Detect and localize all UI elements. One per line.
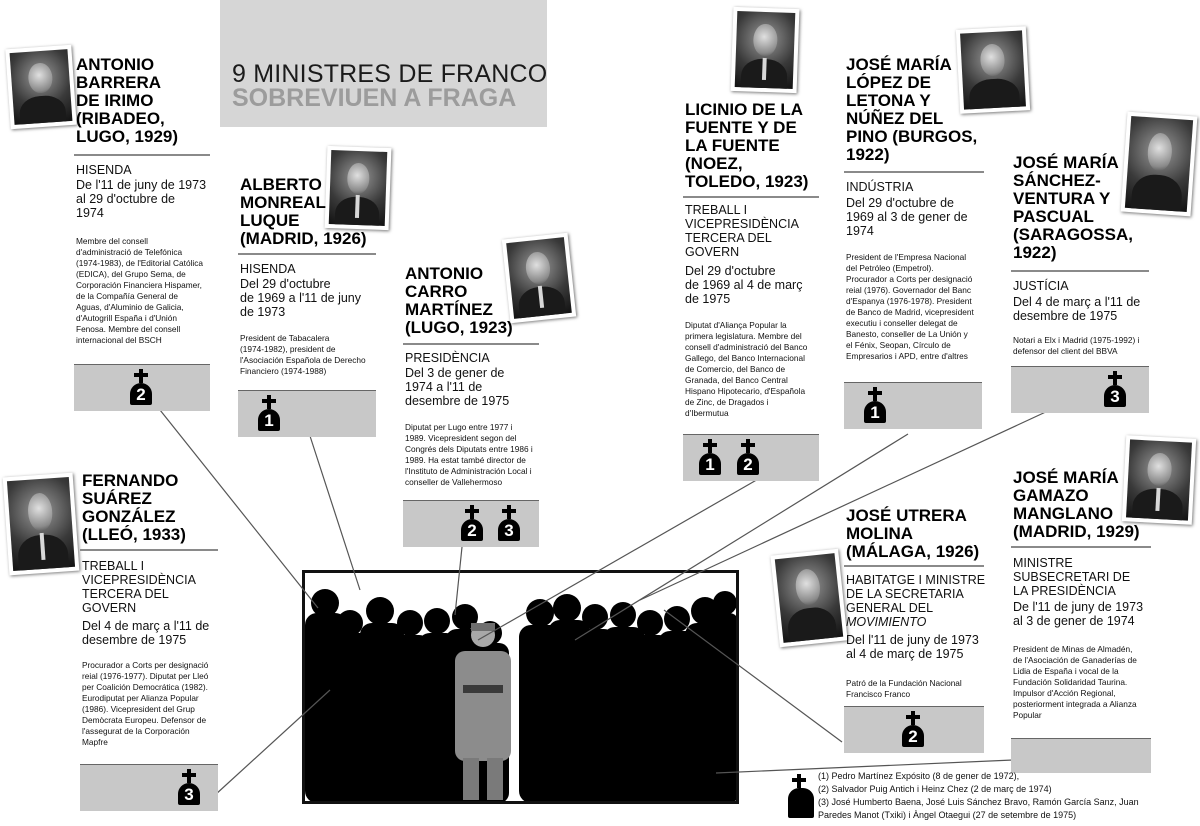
fuente-executions-bar: [683, 434, 819, 481]
tombstone-icon: 1: [258, 409, 280, 431]
tombstone-icon: 1: [864, 401, 886, 423]
letona-role: INDÚSTRIA: [846, 180, 914, 194]
cross-icon: [134, 369, 148, 383]
carro-period: Del 3 de gener de 1974 a l'11 de desembre de 1975: [405, 366, 510, 408]
fuente-period: Del 29 d'octubre de 1969 al 4 de març de 1975: [685, 264, 803, 306]
tombstone-icon: 3: [178, 783, 200, 805]
cross-icon: [465, 505, 479, 519]
utrera-description: Patró de la Fundación Nacional Francisco Franco: [846, 678, 962, 699]
letona-executions-bar: [844, 382, 982, 429]
gamazo-name: JOSÉ MARÍA GAMAZO MANGLANO (MADRID, 1929): [1013, 468, 1140, 541]
gamazo-role: MINISTRE SUBSECRETARI DE LA PRESIDÈNCIA: [1013, 556, 1131, 598]
monreal-description: President de Tabacalera (1974-1982), president de l'Asociación Española de Derecho Financiero (1974-1988): [240, 333, 366, 376]
page-subtitle: SOBREVIUEN A FRAGA: [232, 84, 517, 112]
suarez-name: FERNANDO SUÁREZ GONZÁLEZ (LLEÓ, 1933): [82, 471, 186, 544]
suarez-divider: [80, 549, 218, 551]
carro-photo: [502, 233, 576, 323]
utrera-photo: [770, 549, 847, 648]
carro-description: Diputat per Lugo entre 1977 i 1989. Vicepresident segon del Congrés dels Diputats entre 1986 i 1989. Ha estat també director de l'Instituto de Administración Local i conseller de Vallehermoso: [405, 422, 533, 487]
letona-divider: [844, 171, 984, 173]
tombstone-icon: [788, 788, 814, 818]
fuente-divider: [683, 196, 819, 198]
fuente-name: LICINIO DE LA FUENTE Y DE LA FUENTE (NOEZ, TOLEDO, 1923): [685, 100, 809, 191]
sanchez-name: JOSÉ MARÍA SÁNCHEZ- VENTURA Y PASCUAL (SARAGOSSA, 1922): [1013, 153, 1133, 262]
carro-name: ANTONIO CARRO MARTÍNEZ (LUGO, 1923): [405, 264, 513, 337]
gamazo-period: De l'11 de juny de 1973 al 3 de gener de 1974: [1013, 600, 1144, 628]
utrera-name: JOSÉ UTRERA MOLINA (MÁLAGA, 1926): [846, 506, 980, 561]
tombstone-icon: 2: [902, 725, 924, 747]
letona-period: Del 29 d'octubre de 1969 al 3 de gener de 1974: [846, 196, 968, 238]
barrera-divider: [74, 154, 210, 156]
sanchez-description: Notari a Elx i Madrid (1975-1992) i defensor del client del BBVA: [1013, 335, 1140, 356]
fuente-role: TREBALL I VICEPRESIDÈNCIA TERCERA DEL GOVERN: [685, 203, 799, 259]
barrera-name: ANTONIO BARRERA DE IRIMO (RIBADEO, LUGO, 1929): [76, 55, 179, 146]
franco-crowd-photo: [302, 570, 739, 804]
crowd-silhouette: [305, 573, 736, 801]
sanchez-period: Del 4 de març a l'11 de desembre de 1975: [1013, 295, 1141, 323]
carro-executions-bar: [403, 500, 539, 547]
cross-icon: [792, 774, 806, 788]
tombstone-icon: 2: [130, 383, 152, 405]
tombstone-icon: 2: [461, 519, 483, 541]
footnote-3: (3) José Humberto Baena, José Luis Sánchez Bravo, Ramón García Sanz, Juan: [818, 797, 1139, 807]
gamazo-description: President de Minas de Almadén, de l'Asociación de Ganaderías de Lidia de España i vocal de la Fundación Solidaridad Taurina. Impulsor d'Acción Regional, posteriorment integrada a Alianza Popular: [1013, 644, 1137, 720]
tombstone-icon: 1: [699, 453, 721, 475]
letona-description: President de l'Empresa Nacional del Petróleo (Empetrol). Procurador a Corts per designació reial (1976). Governador del Banc d'Espanya (1976-1978). President de Banco de Madrid, vicepresident executiu i conseller delegat de Banesto, conseller de La Unión y el Fénix, Seopan, Círculo de Empresarios i APD, entre d'altres: [846, 252, 974, 361]
cross-icon: [262, 395, 276, 409]
utrera-role: HABITATGE I MINISTRE DE LA SECRETARIA GENERAL DEL MOVIMIENTO: [846, 573, 986, 629]
carro-role: PRESIDÈNCIA: [405, 351, 490, 365]
footnote-2: (2) Salvador Puig Antich i Heinz Chez (2 de març de 1974): [818, 784, 1052, 794]
utrera-period: Del l'11 de juny de 1973 al 4 de març de 1975: [846, 633, 979, 661]
suarez-period: Del 4 de març a l'11 de desembre de 1975: [82, 619, 210, 647]
footnote-3-cont: Paredes Manot (Txiki) i Àngel Otaegui (27 de setembre de 1975): [818, 810, 1077, 820]
monreal-name: ALBERTO MONREAL LUQUE (MADRID, 1926): [240, 175, 367, 248]
gamazo-divider: [1011, 546, 1151, 548]
cross-icon: [741, 439, 755, 453]
monreal-role: HISENDA: [240, 262, 296, 276]
carro-divider: [403, 343, 539, 345]
utrera-executions-bar: [844, 706, 984, 753]
monreal-period: Del 29 d'octubre de 1969 a l'11 de juny de 1973: [240, 277, 362, 319]
suarez-executions-bar: [80, 764, 218, 811]
gamazo-executions-bar: [1011, 738, 1151, 773]
suarez-description: Procurador a Corts per designació reial (1976-1977). Diputat per Lleó per Coalición Democrática (1982). Eurodiputat per Alianza Popular (1986). Vicepresident del Grup Demòcrata Europeu. Defensor de l'assegurat de la Corporación Mapfre: [82, 660, 209, 747]
utrera-divider: [844, 565, 984, 567]
barrera-role: HISENDA: [76, 163, 132, 177]
barrera-photo: [5, 45, 76, 129]
page-title: 9 MINISTRES DE FRANCO: [232, 60, 548, 88]
tombstone-icon: 2: [737, 453, 759, 475]
footnote-1: (1) Pedro Martínez Expósito (8 de gener de 1972),: [818, 771, 1020, 781]
cross-icon: [502, 505, 516, 519]
sanchez-role: JUSTÍCIA: [1013, 279, 1069, 293]
barrera-period: De l'11 de juny de 1973 al 29 d'octubre de 1974: [76, 178, 207, 220]
monreal-executions-bar: [238, 390, 376, 437]
letona-name: JOSÉ MARÍA LÓPEZ DE LETONA Y NÚÑEZ DEL PINO (BURGOS, 1922): [846, 55, 978, 164]
sanchez-executions-bar: [1011, 366, 1149, 413]
fuente-description: Diputat d'Aliança Popular la primera legislatura. Membre del consell d'administració del Banco Gallego, del Banco Internacional de Comercio, del Banco de Granada, del Banco Central Hispano Hipotecario, d'Española de Zinc, de Dragados i d'Ibermutua: [685, 320, 808, 418]
tombstone-icon: 3: [1104, 385, 1126, 407]
tombstone-icon: 3: [498, 519, 520, 541]
barrera-description: Membre del consell d'administració de Telefónica (1974-1983), de l'Editorial Católica (EDICA), del Grupo Sema, de Corporación Financiera Hispamer, de la Compañía General de Aguas, d'Aluminio de Galicia, d'Autogrill España i d'Unión Fenosa. Membre del consell internacional del BSCH: [76, 236, 204, 345]
cross-icon: [906, 711, 920, 725]
suarez-role: TREBALL I VICEPRESIDÈNCIA TERCERA DEL GOVERN: [82, 559, 196, 615]
cross-icon: [703, 439, 717, 453]
cross-icon: [868, 387, 882, 401]
suarez-photo: [3, 473, 80, 576]
cross-icon: [182, 769, 196, 783]
sanchez-divider: [1011, 270, 1149, 272]
barrera-executions-bar: [74, 364, 210, 411]
monreal-divider: [238, 253, 376, 255]
fuente-photo: [731, 7, 800, 93]
cross-icon: [1108, 371, 1122, 385]
